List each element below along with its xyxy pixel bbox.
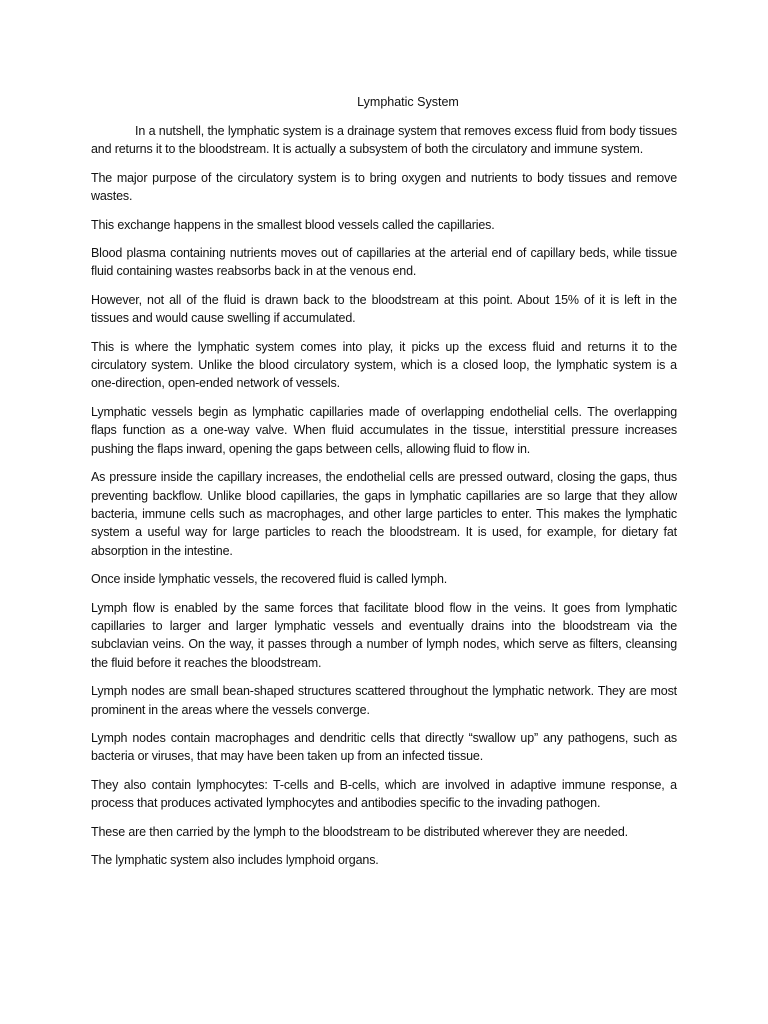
paragraph: Once inside lymphatic vessels, the recovered fluid is called lymph.	[91, 572, 448, 587]
document-title: Lymphatic System	[357, 95, 459, 109]
paragraph: The lymphatic system also includes lymphoid organs.	[91, 853, 379, 867]
paragraph: Blood plasma containing nutrients moves out of capillaries at the arterial end of capillary beds, while tissue fluid containing wastes reabsorbs back in at the venous end.	[91, 246, 677, 279]
paragraph: However, not all of the fluid is drawn back to the bloodstream at this point. About 15% of it is left in the tissues and would cause swelling if accumulated.	[91, 292, 677, 326]
paragraph: The major purpose of the circulatory system is to bring oxygen and nutrients to body tissues and remove wastes.	[91, 170, 677, 204]
paragraph: Lymph nodes contain macrophages and dendritic cells that directly “swallow up” any pathogens, such as bacteria or viruses, that may have been taken up from an infected tissue.	[91, 730, 677, 764]
paragraph: This exchange happens in the smallest blood vessels called the capillaries.	[91, 217, 495, 232]
document-body	[91, 122, 677, 879]
paragraph: In a nutshell, the lymphatic system is a drainage system that removes excess fluid from body tissues and returns it to the bloodstream. It is actually a subsystem of both the circulatory and immune system.	[91, 124, 677, 157]
paragraph: Lymph flow is enabled by the same forces that facilitate blood flow in the veins. It goes from lymphatic capillaries to larger and larger lymphatic vessels and eventually drains into the bloodstream via the subclavian veins. On the way, it passes through a number of lymph nodes, which serve as filters, cleansing the fluid before it reaches the bloodstream.	[91, 600, 677, 670]
paragraph: Lymphatic vessels begin as lymphatic capillaries made of overlapping endothelial cells. The overlapping flaps function as a one-way valve. When fluid accumulates in the tissue, interstitial pressure increases pushing the flaps inward, opening the gaps between cells, allowing fluid to flow in.	[91, 404, 677, 456]
paragraph: They also contain lymphocytes: T-cells and B-cells, which are involved in adaptive immune response, a process that produces activated lymphocytes and antibodies specific to the invading pathogen.	[91, 777, 677, 811]
paragraph: This is where the lymphatic system comes into play, it picks up the excess fluid and returns it to the circulatory system. Unlike the blood circulatory system, which is a closed loop, the lymphatic system is a one-direction, open-ended network of vessels.	[91, 339, 677, 391]
paragraph: As pressure inside the capillary increases, the endothelial cells are pressed outward, closing the gaps, thus preventing backflow. Unlike blood capillaries, the gaps in lymphatic capillaries are so large that they allow bacteria, immune cells such as macrophages, and other large particles to enter. This makes the lymphatic system a useful way for large particles to reach the bloodstream. It is used, for example, for dietary fat absorption in the intestine.	[91, 470, 677, 558]
paragraph: These are then carried by the lymph to the bloodstream to be distributed wherever they are needed.	[91, 824, 629, 839]
paragraph: Lymph nodes are small bean-shaped structures scattered throughout the lymphatic network. They are most prominent in the areas where the vessels converge.	[91, 684, 677, 717]
